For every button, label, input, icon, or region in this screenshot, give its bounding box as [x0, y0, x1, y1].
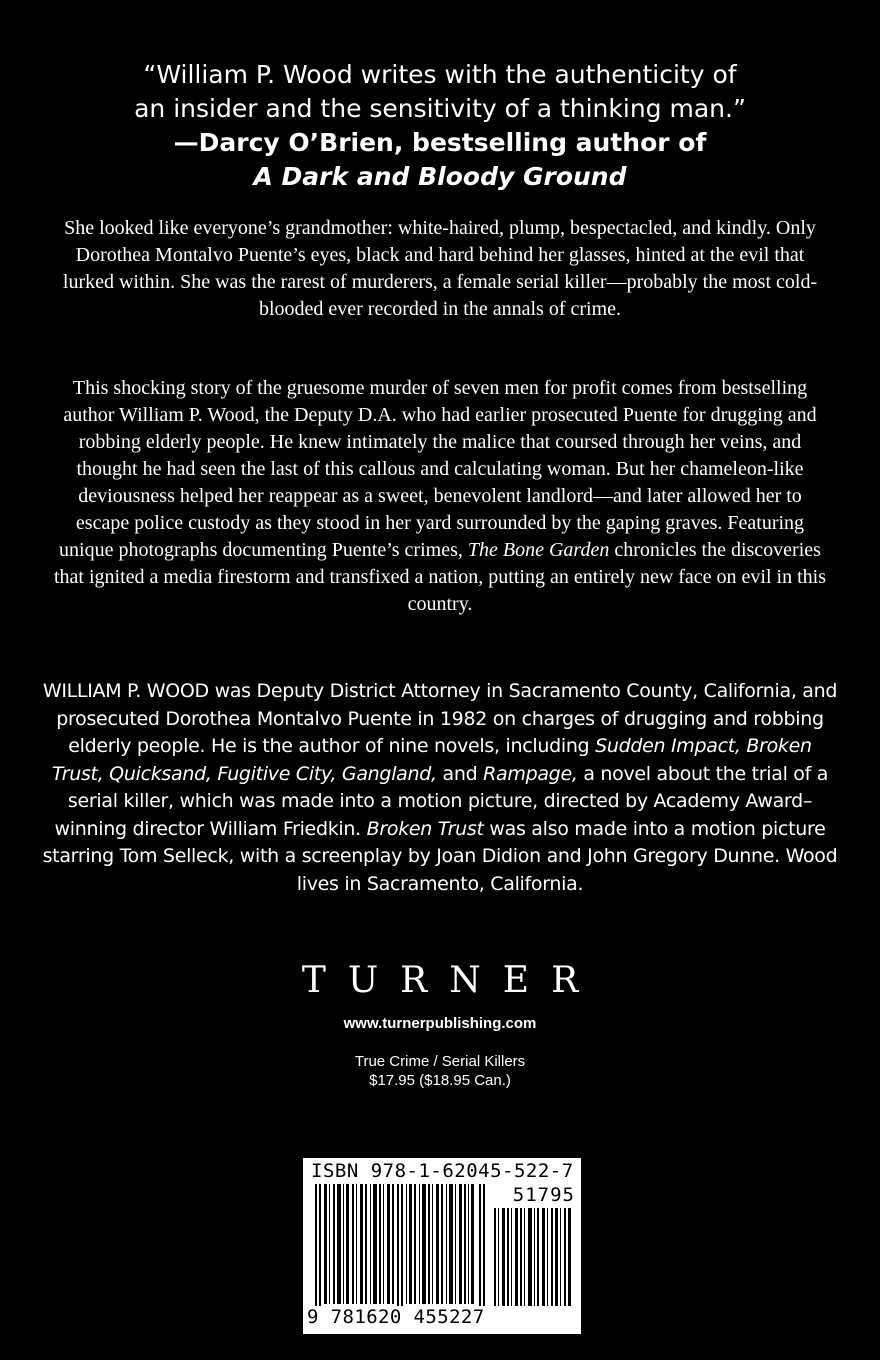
price: $17.95 ($18.95 Can.)	[369, 1072, 511, 1089]
price-code: 51795	[512, 1184, 575, 1206]
book-title: The Bone Garden	[467, 539, 610, 561]
quote-book-title: A Dark and Bloody Ground	[253, 162, 627, 191]
author-name: WILLIAM P. WOOD	[42, 680, 209, 702]
author-bio	[40, 678, 840, 898]
book-meta	[0, 1052, 880, 1090]
bio-text-1: was Deputy District Attorney in Sacramento County, California, and prosecuted Dorothea Montalvo Puente in 1982 on charges of drugging and robbing elderly people. He is the author of nine novels, including	[56, 680, 838, 757]
endorsement-quote	[0, 58, 880, 194]
category: True Crime / Serial Killers	[354, 1053, 526, 1070]
synopsis-paragraph-2	[50, 375, 830, 618]
publisher-website[interactable]: www.turnerpublishing.com	[343, 1015, 537, 1032]
bio-text-2: and	[442, 762, 478, 785]
bio-rampage: Rampage,	[483, 762, 578, 785]
addon-bars	[493, 1208, 573, 1306]
bio-text-3: a novel about the trial of a serial killer, which was made into a motion picture, directed by Academy Award–winning director William Friedkin.	[54, 762, 829, 840]
ean-digits: 9 781620 455227	[307, 1306, 485, 1328]
publisher-logo: TURNER	[301, 960, 601, 1001]
synopsis-paragraph-1: She looked like everyone’s grandmother: white-haired, plump, bespectacled, and kindly. Only Dorothea Montalvo Puente’s eyes, black and hard behind her glasses, hinted at the evil that lurked within. She was the rarest of murderers, a female serial killer—probably the most cold-blooded ever recorded in the annals of crime.	[62, 217, 818, 320]
synopsis-text-before: This shocking story of the gruesome murder of seven men for profit comes from bestselling author William P. Wood, the Deputy D.A. who had earlier prosecuted Puente for drugging and robbing elderly people. He knew intimately the malice that coursed through her veins, and thought he had seen the last of this callous and calculating woman. But her chameleon-like deviousness helped her reappear as a sweet, benevolent landlord—and later allowed her to escape police custody as they stood in her yard surrounded by the gaping graves. Featuring unique photographs documenting Puente’s crimes,	[59, 377, 817, 561]
bio-broken-trust: Broken Trust	[366, 817, 484, 840]
barcode	[303, 1158, 581, 1334]
quote-line-2: an insider and the sensitivity of a thinking man.”	[134, 94, 746, 123]
quote-line-1: “William P. Wood writes with the authenticity of	[143, 60, 737, 89]
ean-bars	[313, 1184, 489, 1314]
isbn-label: ISBN 978-1-62045-522-7	[311, 1160, 574, 1182]
bio-text-4: was also made into a motion picture starring Tom Selleck, with a screenplay by Joan Didion and John Gregory Dunne. Wood lives in Sacramento, California.	[42, 817, 838, 895]
bio-novels: Sudden Impact, Broken Trust, Quicksand, Fugitive City, Gangland,	[51, 735, 812, 785]
quote-attribution: —Darcy O’Brien, bestselling author of	[173, 128, 707, 157]
synopsis-text-after: chronicles the discoveries that ignited a media firestorm and transfixed a nation, putting an entirely new face on evil in this country.	[54, 539, 826, 615]
